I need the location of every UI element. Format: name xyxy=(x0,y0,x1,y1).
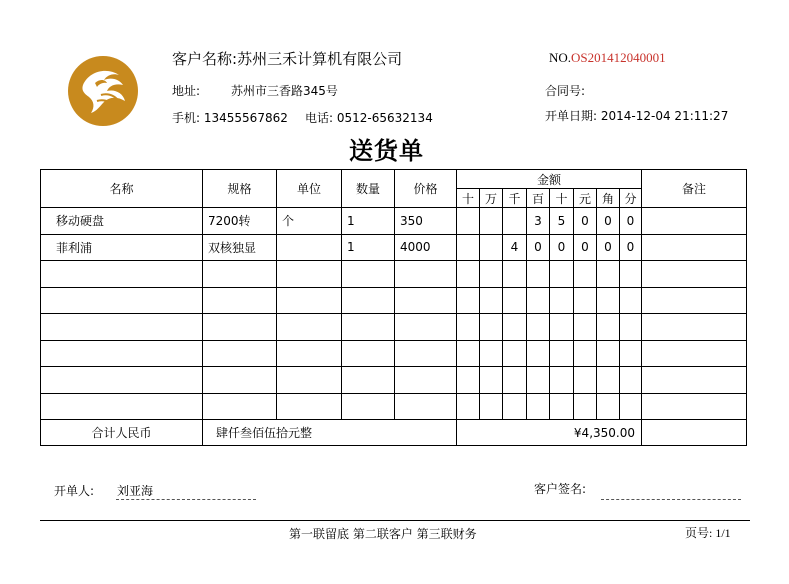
cell-digit: 0 xyxy=(597,234,620,261)
mobile-value: 13455567862 xyxy=(203,111,288,125)
total-amount: ¥4,350.00 xyxy=(457,420,642,446)
customer-label: 客户名称: xyxy=(172,50,238,68)
col-name-header: 名称 xyxy=(41,170,203,208)
empty-row xyxy=(41,287,747,314)
issuer-label: 开单人: xyxy=(54,484,95,498)
col-spec-header: 规格 xyxy=(203,170,277,208)
copies-note: 第一联留底 第二联客户 第三联财务 xyxy=(289,527,477,541)
digit-header: 元 xyxy=(574,189,597,208)
empty-row xyxy=(41,367,747,394)
cell-qty: 1 xyxy=(342,208,395,235)
dragon-logo-icon xyxy=(67,55,139,127)
col-remark-header: 备注 xyxy=(642,170,747,208)
total-row xyxy=(41,420,747,446)
cell-qty: 1 xyxy=(342,234,395,261)
cell-digit: 0 xyxy=(574,234,597,261)
cell-digit xyxy=(503,208,527,235)
customer-value: 苏州三禾计算机有限公司 xyxy=(237,50,403,68)
document-title: 送货单 xyxy=(349,137,424,165)
col-qty-header: 数量 xyxy=(342,170,395,208)
cell-remark xyxy=(642,208,747,235)
contract-label: 合同号: xyxy=(545,84,586,98)
col-price-header: 价格 xyxy=(395,170,457,208)
digit-header: 千 xyxy=(503,189,527,208)
address-label: 地址: xyxy=(172,84,201,98)
cell-unit: 个 xyxy=(277,208,342,235)
cell-digit xyxy=(480,208,503,235)
col-amount-header: 金额 xyxy=(457,170,642,189)
cell-price: 4000 xyxy=(395,234,457,261)
date-label: 开单日期: xyxy=(545,109,598,123)
empty-row xyxy=(41,393,747,420)
cell-digit: 0 xyxy=(597,208,620,235)
cell-digit: 0 xyxy=(574,208,597,235)
date-value: 2014-12-04 21:11:27 xyxy=(600,109,729,123)
empty-row xyxy=(41,261,747,288)
cell-spec: 双核独显 xyxy=(203,234,277,261)
address-value: 苏州市三香路345号 xyxy=(231,84,338,98)
mobile-label: 手机: xyxy=(172,111,201,125)
cell-name: 菲利浦 xyxy=(41,234,203,261)
total-words: 肆仟叁佰伍拾元整 xyxy=(203,420,457,446)
cell-digit: 0 xyxy=(620,234,642,261)
cell-remark xyxy=(642,234,747,261)
cell-digit: 0 xyxy=(527,234,550,261)
phone-info xyxy=(305,109,433,126)
cell-name: 移动硬盘 xyxy=(41,208,203,235)
digit-header: 百 xyxy=(527,189,550,208)
empty-row xyxy=(41,340,747,367)
order-no-value: OS201412040001 xyxy=(571,50,666,65)
page-number: 页号: 1/1 xyxy=(685,526,731,540)
col-unit-header: 单位 xyxy=(277,170,342,208)
cell-price: 350 xyxy=(395,208,457,235)
header-row xyxy=(41,170,747,189)
cell-digit: 0 xyxy=(550,234,574,261)
table-row xyxy=(41,234,747,261)
company-logo xyxy=(67,55,139,127)
digit-header: 十 xyxy=(457,189,480,208)
cell-spec: 7200转 xyxy=(203,208,277,235)
order-number xyxy=(549,50,666,66)
cell-unit xyxy=(277,234,342,261)
customer-sign-label: 客户签名: xyxy=(534,482,587,496)
issuer-signature-line xyxy=(116,499,256,500)
total-remark xyxy=(642,420,747,446)
phone-label: 电话: xyxy=(305,111,334,125)
mobile-info xyxy=(172,109,288,126)
digit-header: 十 xyxy=(550,189,574,208)
customer-name xyxy=(172,48,402,69)
cell-digit: 3 xyxy=(527,208,550,235)
digit-header: 万 xyxy=(480,189,503,208)
footer-divider xyxy=(40,520,750,521)
cell-digit: 4 xyxy=(503,234,527,261)
table-row xyxy=(41,208,747,235)
delivery-table xyxy=(40,169,747,446)
cell-digit xyxy=(457,234,480,261)
cell-digit xyxy=(480,234,503,261)
digit-header: 角 xyxy=(597,189,620,208)
empty-row xyxy=(41,314,747,341)
cell-digit: 0 xyxy=(620,208,642,235)
total-label: 合计人民币 xyxy=(41,420,203,446)
phone-value: 0512-65632134 xyxy=(336,111,433,125)
digit-header: 分 xyxy=(620,189,642,208)
issuer-value: 刘亚海 xyxy=(117,484,154,498)
order-no-label: NO. xyxy=(549,50,572,65)
customer-signature-line xyxy=(601,499,741,500)
cell-digit xyxy=(457,208,480,235)
date-info xyxy=(545,107,728,124)
cell-digit: 5 xyxy=(550,208,574,235)
